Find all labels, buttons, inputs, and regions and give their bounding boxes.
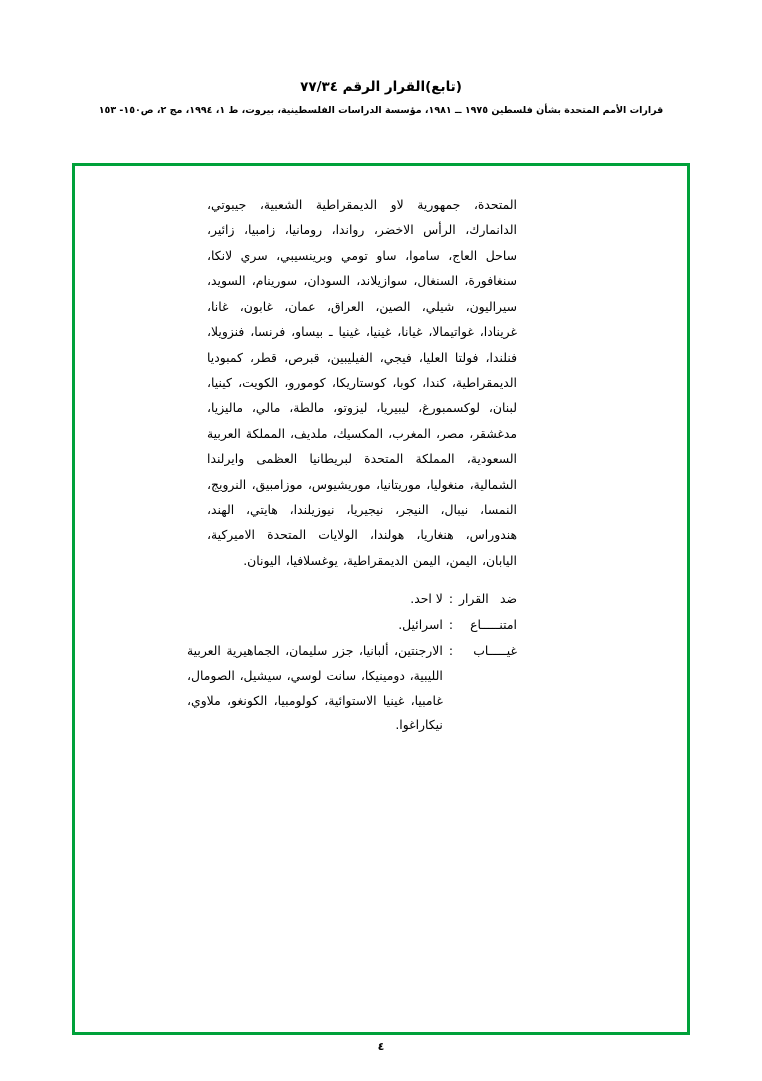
vote-separator: : [448,642,453,658]
vote-row [187,613,517,638]
country-list-paragraph: المتحدة، جمهورية لاو الديمقراطية الشعبية، جيبوتي، الدانمارك، الرأس الاخضر، رواندا، رومانيا، زامبيا، زائير، ساحل العاج، ساموا، ساو تومي وبرينسيبي، سري لانكا، سنغافورة، السنغال، سوازيلاند، السودان، سورينام، السويد، سيراليون، شيلي، الصين، العراق، عمان، غابون، غانا، غرينادا، غواتيمالا، غيانا، غينيا، غينيا ـ بيساو، فرنسا، فنزويلا، فنلندا، فولتا العليا، فيجي، الفيليبين، قبرص، قطر، كمبوديا الديمقراطية، كندا، كوبا، كوستاريكا، كومورو، الكويت، كينيا، لبنان، لوكسمبورغ، ليبيريا، ليزوتو، مالطة، مالي، ماليزيا، مدغشقر، مصر، المغرب، المكسيك، ملديف، المملكة العربية السعودية، المملكة المتحدة لبريطانيا العظمى وايرلندا الشمالية، منغوليا، موريتانيا، موريشيوس، موزامبيق، النرويج، النمسا، نيبال، النيجر، نيجيريا، نيوزيلندا، هايتي، الهند، هندوراس، هنغاريا، هولندا، الولايات المتحدة الاميركية، اليابان، اليمن، اليمن الديمقراطية، يوغسلافيا، اليونان. [207,197,517,568]
page-number: ٤ [377,1040,385,1053]
content-frame [72,163,690,1035]
vote-value-abstain: اسرائيل. [398,617,443,633]
vote-row [187,587,517,612]
vote-value-against: لا احد. [410,591,443,607]
vote-value-absent: الارجنتين، ألبانيا، جزر سليمان، الجماهيرية العربية الليبية، دومينيكا، سانت لوسي، سيشيل، الصومال، غامبيا، غينيا الاستوائية، كولومبيا، الكونغو، ملاوي، نيكاراغوا. [187,642,443,733]
vote-label-against: ضد القرار [459,591,517,607]
content-frame-inner [97,192,665,1018]
vote-label-abstain: امتنـــــاع [470,617,517,633]
footer [0,1040,762,1053]
page-header [0,78,762,117]
vote-separator: : [448,617,453,633]
vote-separator: : [448,591,453,607]
page-title: (تابع)القرار الرقم ٧٧/٣٤ [300,79,462,95]
vote-row [187,639,517,738]
vote-results [187,587,517,738]
vote-label-absent: غيـــــاب [473,642,517,658]
source-citation: قرارات الأمم المتحدة بشأن فلسطين ١٩٧٥ ــ ١٩٨١، مؤسسة الدراسات الفلسطينية، بيروت، ط ١، ١٩٩٤، مج ٢، ص١٥٠- ١٥٣ [98,104,664,116]
